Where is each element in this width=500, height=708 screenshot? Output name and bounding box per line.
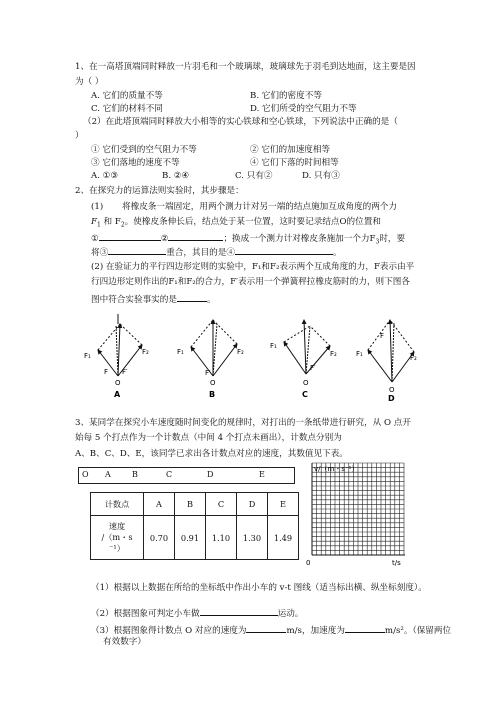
diagram-label-c: C [302, 390, 308, 399]
svg-text:O: O [115, 379, 121, 387]
q1-statement-1: ① 它们受到的空气阻力不等 [91, 145, 197, 155]
diagram-label-a: A [114, 390, 121, 399]
q2-intro: 2、在探究力的运算法则实验时，其步骤是： [75, 186, 244, 196]
q1-stem-line2: 为（ ） [75, 77, 104, 87]
q1-statement-3: ③ 它们落地的速度不等 [91, 158, 180, 168]
q3-answer-2: （2）根据图象可判定小车做 运动。 [91, 606, 303, 620]
tape-label-o: O [82, 470, 89, 479]
paper-tape [78, 467, 295, 484]
force-diagrams [80, 312, 420, 402]
q2-part1-number: (1) [91, 202, 104, 212]
answer-blank-2[interactable] [168, 231, 223, 241]
q1-option-d: D. 它们所受的空气阻力不等 [250, 104, 357, 114]
q2-part1-line1: 将橡皮条一端固定，用两个测力计对另一端的结点施加互成角度的两个力 [122, 202, 398, 212]
t-axis-label: t/s [392, 559, 401, 567]
q3-line1: 3、某同学在探究小车速度随时间变化的规律时，对打出的一条纸带进行研究，从 O 点开 [75, 418, 411, 428]
answer-blank-3[interactable] [108, 245, 166, 255]
q1-choice-d: D. 只有③ [302, 171, 340, 181]
q1-option-c: C. 它们的材料不同 [91, 104, 163, 114]
origin-label: 0 [306, 559, 311, 567]
q1-statement-2: ② 它们的加速度相等 [250, 145, 331, 155]
diagram-c [270, 320, 337, 399]
svg-text:F₂: F₂ [410, 354, 417, 362]
svg-text:F: F [380, 332, 385, 340]
q1-choice-a: A. ①③ [91, 171, 119, 181]
table-row [91, 493, 299, 516]
diagram-d [356, 320, 417, 402]
q3-line2: 始每 5 个打点作为一个计数点（中间 4 个打点未画出），计数点分别为 [75, 433, 342, 443]
q2-part2-line3: 图中符合实验事实的是 。 [91, 292, 216, 306]
svg-text:O: O [303, 379, 309, 387]
q2-part1-line4: 将③ 重合，其目的是④ 。 [91, 245, 342, 259]
q3-answer-3-cont: 有效数字） [103, 637, 146, 647]
answer-blank-5[interactable] [177, 292, 207, 302]
diagram-label-b: B [209, 390, 216, 399]
svg-text:F₁: F₁ [84, 352, 91, 360]
q3-answer-1: （1）根据以上数据在所给的坐标纸中作出小车的 v-t 图线（适当标出横、纵坐标刻度）。 [91, 583, 427, 593]
table-cell: 1.30 [237, 516, 268, 560]
table-cell: E [268, 493, 299, 516]
tape-label-a: A [105, 470, 111, 479]
table-cell: C [206, 493, 237, 516]
q2-part1-line3: ① ② ；换成一个测力计对橡皮条施加一个力$F_3$时，要 [91, 231, 405, 248]
answer-blank-speed[interactable] [246, 623, 286, 633]
svg-text:F′: F′ [122, 368, 128, 376]
q2-part2-line1: (2) 在验证力的平行四边形定则的实验中，F₁和F₂表示两个互成角度的力，F表示由平 [91, 262, 415, 272]
diagram-label-d: D [388, 394, 395, 402]
q3-line3: A、B、C、D、E，该同学已求出各计数点对应的速度，其数值见下表。 [75, 449, 348, 459]
q3-answer-3: （3）根据图象得计数点 O 对应的速度为 m/s，加速度为 m/s²。（保留两位 [91, 623, 451, 637]
svg-text:F₂: F₂ [330, 350, 337, 358]
q1-stem-line1: 1、在一高塔顶端同时释放一片羽毛和一个玻璃球，玻璃球先于羽毛到达地面，这主要是因 [75, 62, 416, 72]
table-cell: A [144, 493, 175, 516]
table-cell: 0.91 [175, 516, 206, 560]
q1-choice-c: C. 只有② [235, 171, 273, 181]
q1-option-b: B. 它们的密度不等 [250, 91, 322, 101]
q2-part2-line2: 行四边形定则作出的F₁和F₂的合力，F′表示用一个弹簧秤拉橡皮筋时的力，则下图各 [91, 277, 410, 287]
q1-statement-4: ④ 它们下落的时间相等 [250, 158, 339, 168]
svg-text:F: F [104, 368, 109, 376]
svg-text:F₁: F₁ [177, 348, 184, 356]
q1-sub-question-line1: （2）在此塔顶端同时释放大小相等的实心铁球和空心铁球，下列说法中正确的是（ [83, 117, 398, 127]
q1-option-a: A. 它们的质量不等 [91, 91, 163, 101]
table-row [91, 516, 299, 560]
diagram-b [177, 320, 244, 399]
table-header: 速度 /（m・s ⁻¹） [91, 516, 144, 560]
svg-text:F′: F′ [310, 364, 316, 372]
diagram-a [84, 314, 149, 399]
table-cell: 0.70 [144, 516, 175, 560]
table-header: 计数点 [91, 493, 144, 516]
svg-text:O: O [210, 379, 216, 387]
tape-label-c: C [166, 470, 173, 479]
table-cell: D [237, 493, 268, 516]
svg-text:F₁: F₁ [270, 342, 277, 350]
svg-text:O: O [389, 386, 395, 394]
answer-blank-4[interactable] [235, 245, 333, 255]
svg-text:F′: F′ [205, 369, 211, 377]
q1-sub-question-line2: ） [75, 131, 84, 141]
graph-paper[interactable] [300, 455, 410, 570]
q2-part1-line2: $F_1$ 和 $F_2$。使橡皮条伸长后，结点处于某一位置，这时要记录结点O的位置和 [91, 217, 381, 229]
q1-choice-b: B. ②④ [162, 171, 190, 181]
answer-blank-motion[interactable] [200, 606, 278, 616]
answer-blank-accel[interactable] [345, 623, 385, 633]
table-cell: 1.10 [206, 516, 237, 560]
v-axis-label: v/（m・s⁻¹） [314, 465, 359, 473]
svg-text:F₂: F₂ [237, 348, 244, 356]
svg-text:F₂: F₂ [142, 348, 149, 356]
tape-label-b: B [132, 470, 138, 479]
table-cell: B [175, 493, 206, 516]
tape-label-d: D [207, 470, 214, 479]
tape-label-e: E [259, 470, 265, 479]
speed-table [90, 492, 299, 560]
svg-text:F₁: F₁ [356, 350, 363, 358]
answer-blank-1[interactable] [99, 231, 161, 241]
table-cell: 1.49 [268, 516, 299, 560]
